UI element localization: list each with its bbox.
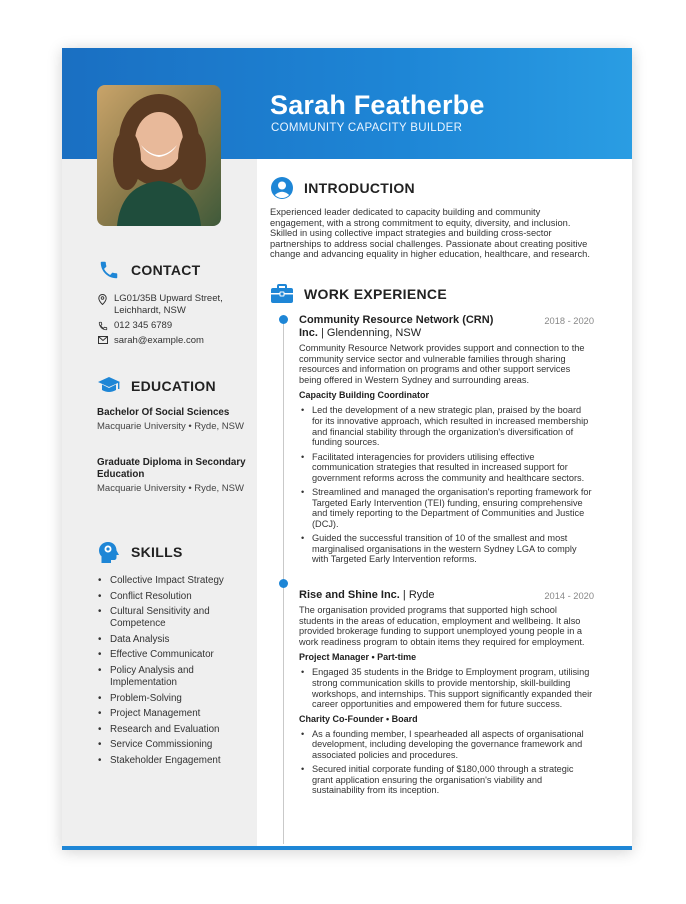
education-degree: Bachelor Of Social Sciences bbox=[97, 407, 230, 418]
job-bullet: • Engaged 35 students in the Bridge to Employment program, utilising strong communication skills to provide mentorship, skill-building workshops, and internships. This support significantly expanded their career opportunities and empowered them for future success. bbox=[299, 667, 594, 709]
job-bullets bbox=[299, 405, 594, 565]
introduction-heading bbox=[270, 176, 415, 200]
job-bullet: • As a founding member, I spearheaded all aspects of organisational development, including developing the governance framework and associated policies and procedures. bbox=[299, 729, 594, 761]
education-school: Macquarie University • Ryde, NSW bbox=[97, 483, 244, 494]
skills-list bbox=[97, 575, 252, 771]
job-bullets bbox=[299, 667, 594, 709]
graduation-cap-icon bbox=[97, 374, 121, 398]
introduction-heading-text: INTRODUCTION bbox=[304, 180, 415, 196]
education-heading bbox=[97, 374, 216, 398]
experience-heading bbox=[270, 282, 447, 306]
job-role: COMMUNITY CAPACITY BUILDER bbox=[271, 122, 463, 134]
position-title: Capacity Building Coordinator bbox=[299, 390, 430, 401]
skill-item: • Effective Communicator bbox=[97, 649, 252, 661]
skills-heading-text: SKILLS bbox=[131, 544, 183, 560]
skill-item: • Stakeholder Engagement bbox=[97, 755, 252, 767]
job-title bbox=[299, 589, 499, 602]
contact-list bbox=[97, 293, 247, 350]
job-location: | Ryde bbox=[402, 589, 435, 601]
location-pin-icon bbox=[97, 293, 108, 317]
bottom-accent-bar bbox=[62, 846, 632, 850]
contact-phone-text: 012 345 6789 bbox=[114, 320, 173, 331]
contact-email[interactable] bbox=[97, 335, 247, 347]
job-dates: 2014 - 2020 bbox=[544, 591, 594, 601]
job-entry bbox=[299, 589, 594, 800]
briefcase-icon bbox=[270, 282, 294, 306]
skill-item: • Cultural Sensitivity and Competence bbox=[97, 606, 252, 630]
contact-phone bbox=[97, 320, 247, 332]
job-bullets bbox=[299, 729, 594, 796]
skill-item: • Data Analysis bbox=[97, 634, 252, 646]
job-title bbox=[299, 314, 499, 340]
contact-address bbox=[97, 293, 247, 317]
timeline-dot bbox=[279, 579, 288, 588]
timeline-dot bbox=[279, 315, 288, 324]
education-school: Macquarie University • Ryde, NSW bbox=[97, 421, 244, 432]
job-entry bbox=[299, 314, 594, 569]
profile-photo bbox=[97, 85, 221, 226]
job-dates: 2018 - 2020 bbox=[544, 316, 594, 326]
education-item bbox=[97, 457, 247, 495]
head-gear-icon bbox=[97, 540, 121, 564]
job-description: The organisation provided programs that supported high school students in the areas of education, employment and wellbeing. It also provided brokerage funding to support unemployed young people in a work readiness program to obtain items they required for employment. bbox=[299, 605, 585, 647]
job-bullet: • Led the development of a new strategic plan, praised by the board for its innovative approach, which resulted in increased membership and financial stability through the organization's diversification of funding sources. bbox=[299, 405, 594, 447]
skill-item: • Research and Evaluation bbox=[97, 724, 252, 736]
job-bullet: • Facilitated interagencies for providers utilising effective communication strategies that resulted in increased support for government reforms across the community and healthcare sectors. bbox=[299, 452, 594, 484]
envelope-icon bbox=[97, 335, 108, 347]
job-location: | Glendenning, NSW bbox=[321, 327, 422, 339]
skill-item: • Conflict Resolution bbox=[97, 591, 252, 603]
phone-icon bbox=[97, 258, 121, 282]
contact-heading-text: CONTACT bbox=[131, 262, 201, 278]
contact-address-text: LG01/35B Upward Street, Leichhardt, NSW bbox=[114, 293, 223, 316]
skill-item: • Problem-Solving bbox=[97, 693, 252, 705]
job-bullet: • Streamlined and managed the organisation's reporting framework for Targeted Early Intervention (TEI) funding, ensuring comprehensive and timely reporting to the Department of Communities and Justice (DCJ). bbox=[299, 487, 594, 529]
person-name: Sarah Featherbe bbox=[270, 90, 485, 120]
user-circle-icon bbox=[270, 176, 294, 200]
experience-heading-text: WORK EXPERIENCE bbox=[304, 286, 447, 302]
education-heading-text: EDUCATION bbox=[131, 378, 216, 394]
skill-item: • Service Commissioning bbox=[97, 739, 252, 751]
contact-email-text[interactable]: sarah@example.com bbox=[114, 335, 204, 346]
job-description: Community Resource Network provides support and connection to the community service sector and vulnerable families through sharing resources and information on programs and other support services being offered in Western Sydney and surrounding areas. bbox=[299, 343, 585, 385]
position-title: Project Manager • Part-time bbox=[299, 652, 417, 663]
phone-small-icon bbox=[97, 320, 108, 332]
job-bullet: • Secured initial corporate funding of $180,000 through a strategic grant application ensuring the organisation's viability and sustainability from its inception. bbox=[299, 764, 594, 796]
job-company: Rise and Shine Inc. bbox=[299, 589, 400, 601]
position-title: Charity Co-Founder • Board bbox=[299, 713, 418, 724]
skill-item: • Policy Analysis and Implementation bbox=[97, 665, 252, 689]
education-degree: Graduate Diploma in Secondary Education bbox=[97, 457, 246, 480]
skills-heading bbox=[97, 540, 183, 564]
resume-page bbox=[62, 48, 632, 850]
job-company: Community Resource Network (CRN) Inc. bbox=[299, 314, 494, 339]
introduction-text: Experienced leader dedicated to capacity building and community engagement, with a strong commitment to equity, diversity, and inclusion. Skilled in using collective impact strategies and building cross-sector partnerships to address social challenges. Passionate about creating positive change and advancing equality in higher education, healthcare, and research. bbox=[270, 207, 590, 260]
job-bullet: • Guided the successful transition of 10 of the smallest and most marginalised organisations in the western Sydney LGA to comply with Targeted Early Intervention reforms. bbox=[299, 533, 594, 565]
contact-heading bbox=[97, 258, 201, 282]
education-item bbox=[97, 407, 247, 433]
skill-item: • Collective Impact Strategy bbox=[97, 575, 252, 587]
skill-item: • Project Management bbox=[97, 708, 252, 720]
